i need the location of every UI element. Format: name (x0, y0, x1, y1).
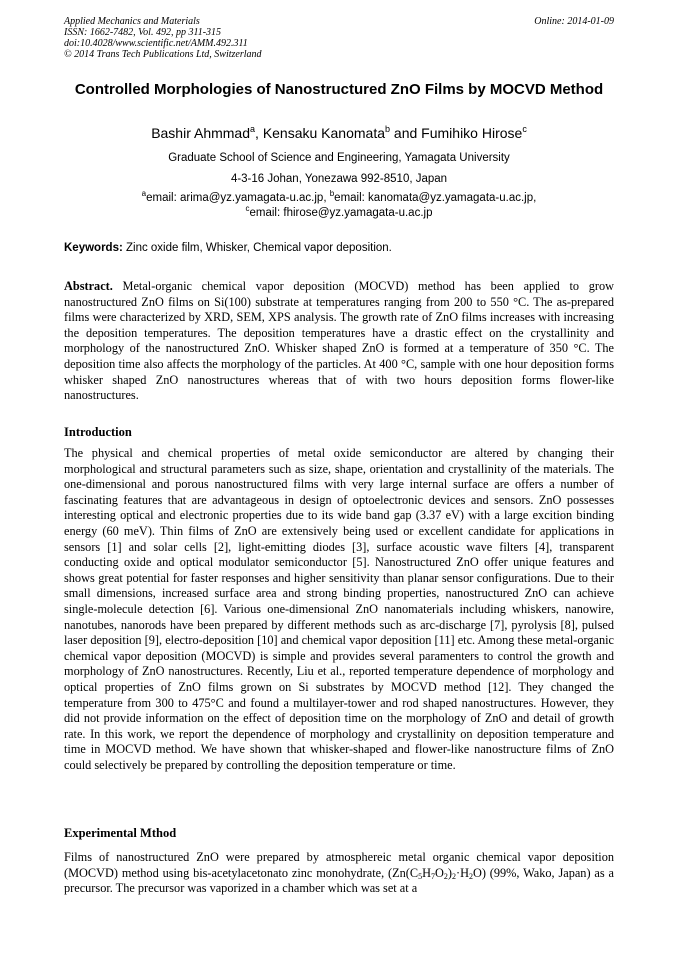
email-link[interactable]: email: arima@yz.yamagata-u.ac.jp, (146, 192, 330, 204)
experimental-paragraph (64, 850, 614, 897)
abstract-label: Abstract. (64, 279, 113, 293)
author-affil-mark: b (385, 124, 391, 134)
chem-text: O (434, 865, 444, 880)
chem-subscript: 2 (451, 871, 456, 881)
abstract (64, 279, 614, 404)
author-name: Kensaku Kanomata (262, 125, 386, 141)
section-heading-experimental: Experimental Mthod (64, 826, 177, 840)
journal-issn: ISSN: 1662-7482, Vol. 492, pp 311-315 (64, 27, 222, 38)
keywords-label: Keywords: (64, 242, 123, 254)
journal-doi[interactable]: doi:10.4028/www.scientific.net/AMM.492.311 (64, 38, 248, 49)
experimental-text: Films of nanostructured ZnO were prepared by atmosphereic metal organic chemical vapor deposition (MOCVD) method using bis-acetylacetonato zinc monohydrate, (Zn(C (64, 850, 614, 880)
paper-title: Controlled Morphologies of Nanostructured ZnO Films by MOCVD Method (74, 81, 604, 98)
affiliation-emails-2 (64, 206, 614, 220)
online-date: Online: 2014-01-09 (534, 16, 614, 27)
chem-subscript: 2 (443, 871, 448, 881)
journal-name: Applied Mechanics and Materials (64, 16, 200, 27)
section-heading-introduction: Introduction (64, 425, 132, 439)
chem-subscript: 2 (468, 871, 473, 881)
author-list (64, 124, 614, 142)
email-mark: b (329, 189, 335, 198)
abstract-text: Metal-organic chemical vapor deposition (MOCVD) method has been applied to grow nanostructured ZnO films on Si(100) substrate at temperatures ranging from 200 to 550 °C. The as-prepared films were characterized by XRD, SEM, XPS analysis. The growth rate of ZnO films increases with increasing the deposition temperatures. The deposition temperatures have a drastic effect on the crystallinity and morphology of the nanostructured ZnO. Whisker shaped ZnO is formed at a temperature of 350 °C. The deposition time also affects the morphology of the particles. At 400 °C, sample with one hour deposition forms whisker shaped ZnO nanostructures whereas that of with two hours deposition forms flower-like nanostructures. (64, 279, 614, 403)
author-separator: and (390, 125, 422, 141)
affiliation-address: 4-3-16 Johan, Yonezawa 992-8510, Japan (230, 173, 448, 185)
author-separator: , (255, 125, 263, 141)
keywords (64, 241, 614, 255)
introduction-paragraph: The physical and chemical properties of metal oxide semiconductor are altered by changing their morphological and structural parameters such as size, shape, orientation and crystallinity of the materials. The one-dimensional and porous nanostructured films with very large internal surface are offers a number of fascinating features that are advantageous in design of optoelectronic devices and sensors. ZnO possesses interesting optical and electronic properties due to its wide band gap (3.37 eV) with a large excition binding energy (60 meV). Thin films of ZnO are extensively being used or excellent candidate for applications in sensors [1] and solar cells [2], light-emitting diodes [3], surface acoustic wave filters [4], transparent conducting oxide and optical modulator semiconductor [5]. Nanostructured ZnO offer unique features and shows great potential for faster responses and higher sensitivity than planar sensor configurations. Due to their small dimensions, increased surface area and strong binding properties, nanostructured ZnO can achieve single-molecule detection [6]. Various one-dimensional ZnO nanomaterials including whiskers, nanowire, nanotubes, nanorods have been prepared by different methods such as arc-discharge [7], pyrolysis [8], pulsed laser deposition [9], electro-deposition [10] and chemical vapor deposition [11] etc. Among these metal-organic chemical vapor deposition (MOCVD) is simple and provides several paramenters to control the growth and morphology of ZnO nanostructures. Recently, Liu et al., reported temperature dependence of morphology and optical properties of ZnO films grown on Si substrates by MOCVD method [12]. They changed the temperature from 300 to 475°C and found a multilayer-tower and rod shaped nanostructures. However, they did not provide information on the effect of deposition time on the morphology of ZnO and detail of growth rate. In this work, we report the dependence of morphology and crystallinity on deposition temperature and time in MOCVD method. We have shown that whisker-shaped and flower-like nanostructure films of ZnO could selectively be prepared by controlling the deposition temperature or time. (64, 446, 614, 772)
author-name: Bashir Ahmmad (151, 125, 251, 141)
journal-copyright: © 2014 Trans Tech Publications Ltd, Switzerland (64, 49, 262, 60)
experimental-text: O) (99%, Wako, Japan) as a precursor. The precursor was vaporized in a chamber which was set at a (64, 865, 614, 896)
chem-subscript: 7 (430, 871, 435, 881)
author-name: Fumihiko Hirose (421, 125, 523, 141)
affiliation-emails (64, 191, 614, 205)
chem-text: ) (447, 865, 452, 880)
journal-header (64, 16, 614, 60)
author-affil-mark: a (250, 124, 256, 134)
email-link[interactable]: email: kanomata@yz.yamagata-u.ac.jp, (334, 192, 537, 204)
author-affil-mark: c (522, 124, 527, 134)
journal-info (64, 16, 262, 60)
affiliation-institution: Graduate School of Science and Engineering, Yamagata University (168, 152, 510, 164)
keywords-text: Zinc oxide film, Whisker, Chemical vapor deposition. (122, 242, 392, 254)
chem-text: H (422, 865, 431, 880)
email-link[interactable]: email: fhirose@yz.yamagata-u.ac.jp (249, 207, 433, 219)
chem-text: ·H (455, 865, 469, 880)
email-mark: c (245, 204, 250, 213)
chem-subscript: 5 (418, 871, 423, 881)
email-mark: a (141, 189, 147, 198)
